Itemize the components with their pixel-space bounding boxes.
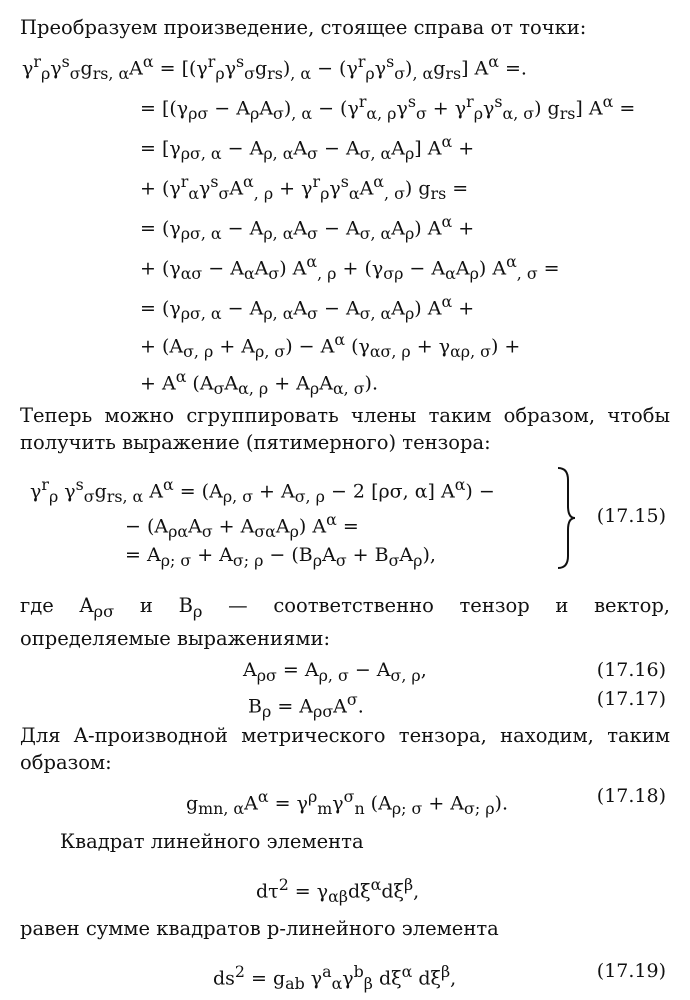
- paragraph-sum: равен сумме квадратов p-линейного элемента: [20, 917, 499, 940]
- paragraph-intro: Преобразуем произведение, стоящее справа от точки:: [20, 16, 587, 39]
- derivation-line-4: + $(\gamma^r_\alpha\gamma^s_\sigma A^\alpha_{, \rho} + \gamma^r_\rho\gamma^s_\alpha A^\alpha_{, \sigma}) g_{rs}$ =: [140, 172, 469, 204]
- eq-17-15-line-2: − $(A_{\rho\alpha}A_\sigma + A_{\sigma\alpha}A_\rho) A^\alpha$ =: [125, 510, 359, 542]
- eq-17-16: $A_{\rho\sigma} = A_{\rho, \sigma} - A_{\sigma, \rho}$,: [243, 659, 427, 685]
- derivation-line-8: + $(A_{\sigma, \rho} + A_{\rho, \sigma}) - A^\alpha$ $(\gamma_{\alpha\sigma, \rho} + \gamma_{\alpha\rho, \sigma})$ +: [140, 330, 521, 362]
- eq-number-17-15: (17.15): [596, 505, 666, 527]
- eq-17-15-line-3: = $A_{\rho; \sigma} + A_{\sigma; \rho} - (B_\rho A_\sigma + B_\sigma A_\rho)$,: [125, 544, 436, 570]
- paragraph-where: где $A_{\rho\sigma}$ и $B_\rho$ — соответственно тензор и вектор, определяемые выражениями:: [20, 594, 670, 650]
- eq-17-18: $g_{mn, \alpha}A^\alpha = \gamma^\rho_m\gamma^\sigma_n$ $(A_{\rho; \sigma} + A_{\sigma; \rho})$.: [186, 787, 508, 819]
- eq-17-15-line-1: $\gamma^r_\rho$ $\gamma^s_\sigma g_{rs, \alpha}$ $A^\alpha = (A_{\rho, \sigma} + A_{\sigma, \rho} - 2$ [ρσ, α] $A^\alpha$) −: [30, 475, 495, 507]
- derivation-line-6: + $(\gamma_{\alpha\sigma} - A_\alpha A_\sigma) A^\alpha_{, \rho} + (\gamma_{\sigma\rho} - A_\alpha A_\rho) A^\alpha_{, \sigma}$ =: [140, 252, 560, 284]
- eq-number-17-19: (17.19): [596, 960, 666, 982]
- eq-number-17-17: (17.17): [596, 688, 666, 710]
- derivation-line-9: + $A^\alpha$ $(A_\sigma A_{\alpha, \rho} + A_\rho A_{\alpha, \sigma})$.: [140, 367, 378, 399]
- eq-17-19: $ds^2 = g_{ab}$ $\gamma^a_\alpha\gamma^b_\beta$ $d\xi^\alpha$ $d\xi^\beta$,: [213, 962, 457, 994]
- eq-dtau: $d\tau^2 = \gamma_{\alpha\beta}d\xi^\alpha d\xi^\beta$,: [256, 875, 420, 907]
- eq-number-17-16: (17.16): [596, 659, 666, 681]
- paragraph-metric: Для A-производной метрического тензора, находим, таким образом:: [20, 724, 670, 774]
- derivation-line-2: = [$(\gamma_{\rho\sigma} - A_\rho A_\sigma)_{, \alpha} - (\gamma^r_{\alpha, \rho}\gamma^s_\sigma + \gamma^r_\rho\gamma^s_{\alpha, \sigma})$ $g_{rs}$] $A^\alpha$ =: [140, 92, 636, 124]
- paragraph-grouping: Теперь можно сгруппировать члены таким образом, чтобы получить выражение (пятимерного) тензора:: [20, 404, 670, 454]
- right-brace: [556, 466, 576, 570]
- derivation-line-7: = $(\gamma_{\rho\sigma, \alpha} - A_{\rho, \alpha}A_\sigma - A_{\sigma, \alpha}A_\rho) A^\alpha$ +: [140, 292, 475, 324]
- eq-number-17-18: (17.18): [596, 785, 666, 807]
- derivation-line-5: = $(\gamma_{\rho\sigma, \alpha} - A_{\rho, \alpha}A_\sigma - A_{\sigma, \alpha}A_\rho) A^\alpha$ +: [140, 212, 475, 244]
- derivation-line-3: = $[\gamma_{\rho\sigma, \alpha} - A_{\rho, \alpha}A_\sigma - A_{\sigma, \alpha}A_\rho] A^\alpha$ +: [140, 132, 475, 164]
- derivation-line-1: $\gamma^r_\rho\gamma^s_\sigma g_{rs, \alpha}A^\alpha = [(\gamma^r_\rho\gamma^s_\sigma g_{rs})_{, \alpha} - (\gamma^r_\rho\gamma^s_\sigma)_{, \alpha}g_{rs}]$ $A^\alpha$ =.: [22, 52, 527, 84]
- paragraph-square: Квадрат линейного элемента: [60, 830, 364, 853]
- eq-17-17: $B_\rho = A_{\rho\sigma}A^\sigma$.: [248, 690, 364, 722]
